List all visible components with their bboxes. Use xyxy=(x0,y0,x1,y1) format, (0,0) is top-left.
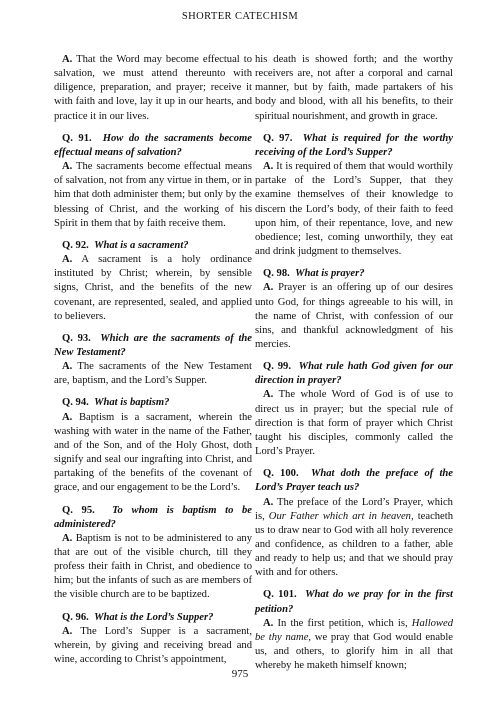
answer xyxy=(54,411,252,496)
answer-text: The whole Word of God is of use to direct us in prayer; but the special rule of direction is that form of prayer which Christ taught his disciples, commonly called the Lord’s Prayer. xyxy=(255,389,453,458)
answer-label: A. xyxy=(62,532,73,544)
answer-text: In the first petition, which is, xyxy=(277,617,412,629)
question xyxy=(255,467,453,495)
answer-label: A. xyxy=(62,361,73,373)
answer-text: The sacraments become effectual means of salvation, not from any virtue in them, or in him that doth administer them; but only by the blessing of Christ, and the working of his Spirit in them that by faith receive them. xyxy=(54,161,252,229)
question-answer xyxy=(54,611,252,668)
answer-label: A. xyxy=(62,161,73,173)
answer xyxy=(255,388,453,459)
answer xyxy=(255,160,453,259)
question xyxy=(54,132,252,160)
answer-text: It is required of them that would worthily partake of the Lord’s Supper, that they examine themselves of their knowledge to discern the Lord’s body, of their faith to feed upon him, of their repentance, love, and new obedience; lest, coming unworthily, they eat and drink judgment to themselves. xyxy=(255,161,453,258)
right-column xyxy=(255,53,453,681)
question-number: Q. 101. xyxy=(263,589,297,601)
question-answer xyxy=(54,239,252,324)
answer-text: Baptism is not to be administered to any that are out of the visible church, till they profess their faith in Christ, and obedience to him; but the infants of such as are members of the visible church are to be baptized. xyxy=(54,532,253,601)
answer-label: A. xyxy=(263,496,274,508)
question xyxy=(54,396,252,410)
question-number: Q. 98. xyxy=(263,268,290,280)
question-text: What is a sacrament? xyxy=(94,239,189,251)
question-text: What doth the preface of the Lord’s Prayer teach us? xyxy=(255,468,453,494)
answer-label: A. xyxy=(263,389,274,401)
answer-text: teacheth us to draw near to God with all holy reverence and confidence, as children to a father, able and ready to help us; and that we should pray with and for others. xyxy=(255,510,454,579)
running-header: SHORTER CATECHISM xyxy=(181,11,299,22)
answer-label: A. xyxy=(263,617,274,629)
question xyxy=(255,132,453,160)
answer-text: Prayer is an offering up of our desires unto God, for things agreeable to his will, in the name of Christ, with confession of our sins, and thankful acknowledgment of his mercies. xyxy=(255,282,453,350)
question-number: Q. 99. xyxy=(263,361,291,373)
question-answer xyxy=(255,467,453,580)
answer-label: A. xyxy=(263,161,274,173)
question xyxy=(54,611,252,625)
question-answer xyxy=(54,332,252,389)
answer-text: A sacrament is a holy ordinance instituted by Christ; wherein, by sensible signs, Christ, and the benefits of the new covenant, are represented, sealed, and applied to believers. xyxy=(54,254,252,322)
continued-answer-text: his death is showed forth; and the worthy receivers are, not after a corporal and carnal manner, but by faith, made partakers of his body and blood, with all his benefits, to their spiritual nourishment, and growth in grace. xyxy=(255,54,453,122)
answer-label: A. xyxy=(62,54,73,65)
question-text: What is baptism? xyxy=(94,397,170,409)
answer-text: The sacraments of the New Testament are, baptism, and the Lord’s Supper. xyxy=(54,361,252,387)
question-number: Q. 97. xyxy=(263,132,293,144)
page-number: 975 xyxy=(231,668,249,680)
answer-paragraph xyxy=(54,53,252,124)
question-text: How do the sacraments become effectual means of salvation? xyxy=(54,132,253,158)
question xyxy=(255,588,453,616)
question-number: Q. 94. xyxy=(62,397,89,409)
question-answer xyxy=(255,360,453,459)
answer-text: The Lord’s Supper is a sacrament, wherein, by giving and receiving bread and wine, according to Christ’s appointment, xyxy=(54,625,252,666)
question xyxy=(54,239,252,253)
answer-text: The preface of the Lord’s Prayer, which is, xyxy=(255,496,453,522)
question-answer xyxy=(54,132,252,231)
answer-label: A. xyxy=(62,411,73,423)
question-answer xyxy=(255,132,453,259)
answer xyxy=(54,253,252,324)
answer xyxy=(255,281,453,352)
answer xyxy=(54,160,252,231)
answer-label: A. xyxy=(62,625,73,637)
question-text: To whom is baptism to be administered? xyxy=(54,504,253,530)
answer-label: A. xyxy=(62,254,73,266)
question-text: What is prayer? xyxy=(295,268,365,280)
question-text: What is the Lord’s Supper? xyxy=(94,611,214,623)
answer-text: Baptism is a sacrament, wherein the washing with water in the name of the Father, and of the Son, and of the Holy Ghost, doth signify and seal our ingrafting into Christ, and partaking of the benefits of the covenant of grace, and our engagement to be the Lord’s. xyxy=(54,411,252,494)
question-number: Q. 100. xyxy=(263,468,299,480)
question-answer xyxy=(54,396,252,495)
question-number: Q. 93. xyxy=(62,332,91,344)
question-text: What rule hath God given for our direction in prayer? xyxy=(255,361,454,387)
question xyxy=(54,504,252,532)
question-answer xyxy=(255,588,453,673)
question xyxy=(54,332,252,360)
question-number: Q. 95. xyxy=(62,504,95,516)
question-answer xyxy=(255,267,453,352)
answer xyxy=(54,532,252,603)
answer-text: we pray that God would enable us, and others, to glorify him in all that whereby he maketh himself known; xyxy=(255,631,453,672)
question xyxy=(255,360,453,388)
answer-text: Our Father which art in heaven, xyxy=(268,510,414,522)
question-answer xyxy=(54,504,252,603)
question-number: Q. 91. xyxy=(62,132,92,144)
question-number: Q. 96. xyxy=(62,611,89,623)
answer xyxy=(54,360,252,388)
answer xyxy=(255,617,453,674)
question-text: Which are the sacraments of the New Testament? xyxy=(54,332,252,358)
question-text: What is required for the worthy receiving of the Lord’s Supper? xyxy=(255,132,454,158)
left-column xyxy=(54,53,252,675)
answer xyxy=(255,496,453,581)
question-text: What do we pray for in the first petition? xyxy=(255,589,453,615)
answer-text: Hallowed be thy name, xyxy=(255,617,453,643)
answer-text: That the Word may become effectual to salvation, we must attend thereunto with diligence, preparation, and prayer; receive it with faith and love, lay it up in our hearts, and practice it in our lives. xyxy=(54,54,252,122)
question xyxy=(255,267,453,281)
answer xyxy=(54,625,252,667)
question-number: Q. 92. xyxy=(62,239,89,251)
answer-label: A. xyxy=(263,282,274,294)
